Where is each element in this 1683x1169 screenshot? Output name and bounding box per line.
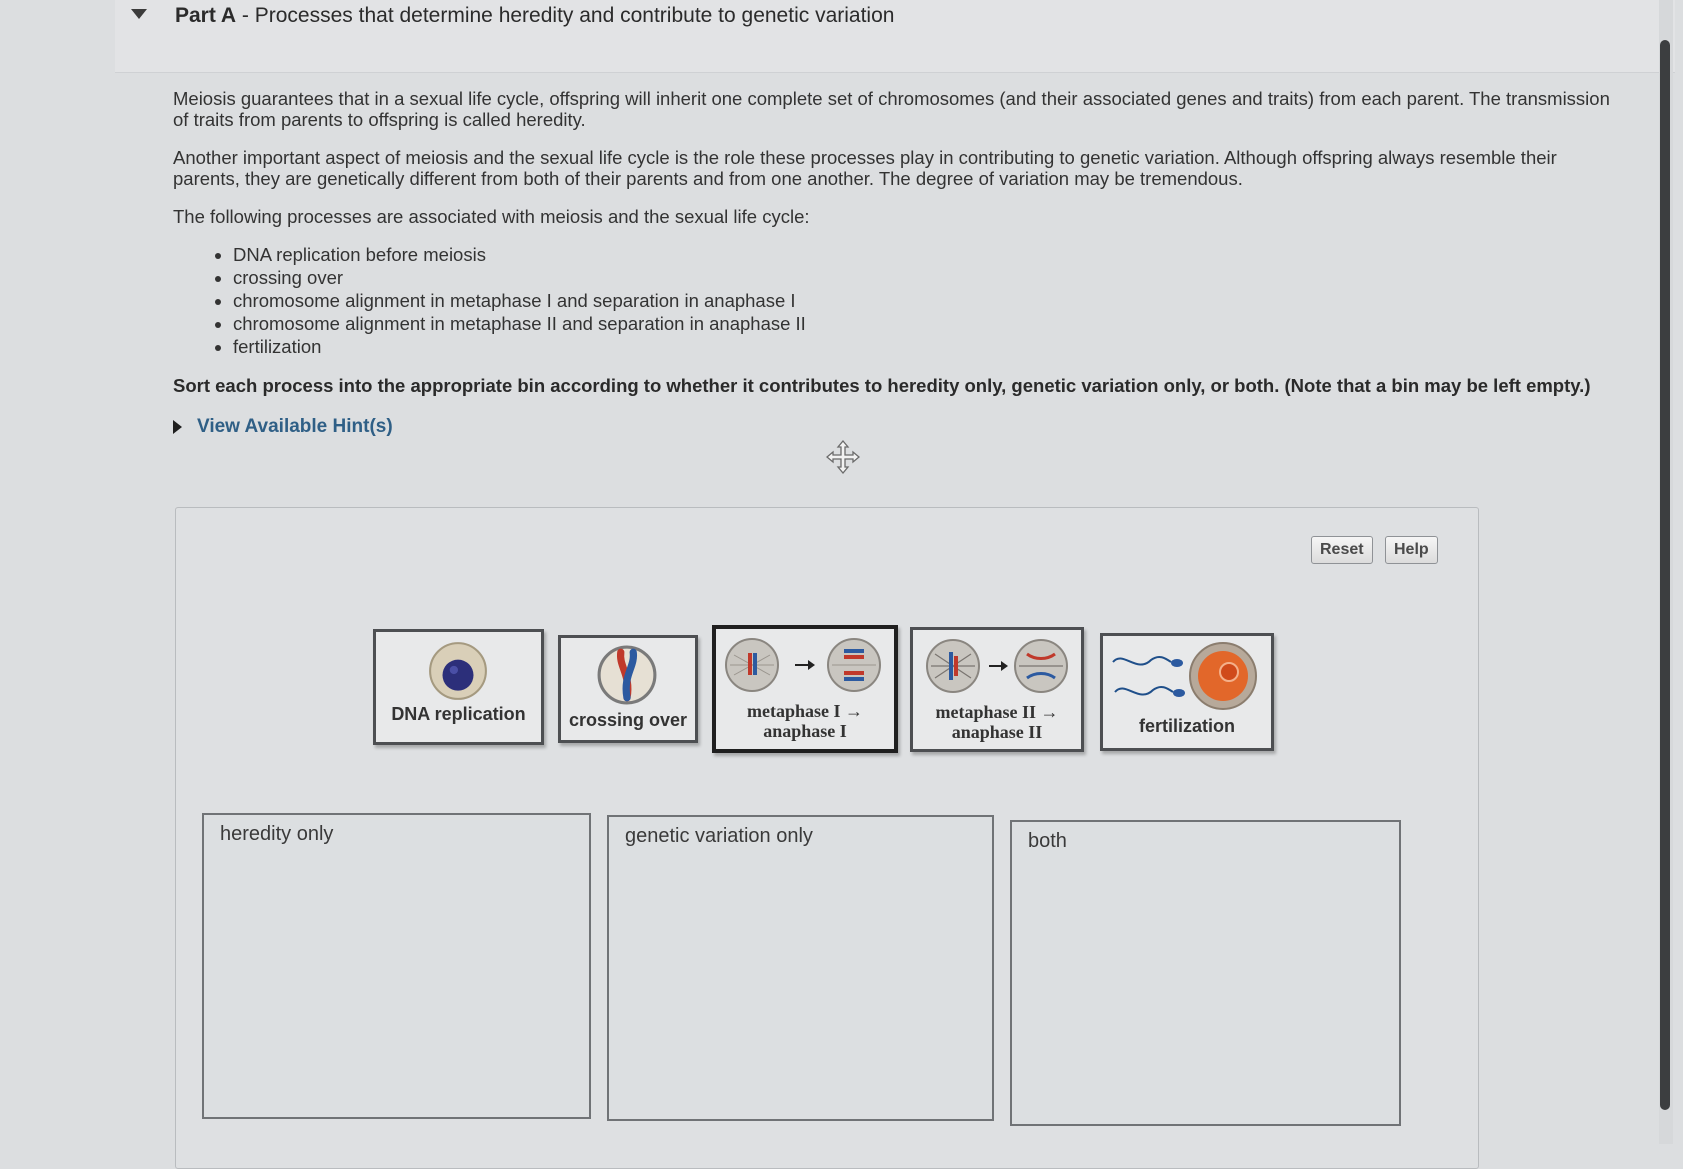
card-label: DNA replication xyxy=(391,704,526,724)
arrow-icon: → xyxy=(845,701,863,721)
card-fertilization[interactable] xyxy=(1100,633,1274,751)
question-content xyxy=(173,88,1613,437)
collapse-toggle-icon[interactable] xyxy=(131,9,147,19)
part-title xyxy=(175,4,894,28)
card-label: fertilization xyxy=(1138,716,1235,736)
title-separator: - xyxy=(236,4,255,27)
intro-paragraph-3: The following processes are associated with meiosis and the sexual life cycle: xyxy=(173,206,810,227)
card-crossing-over[interactable] xyxy=(558,635,698,743)
card-label-line1: metaphase I xyxy=(747,701,841,721)
part-label: Part A xyxy=(175,4,237,27)
bin-genetic-variation-only[interactable] xyxy=(607,815,994,1121)
card-label-line2: anaphase I xyxy=(763,721,847,741)
card-label-line2: anaphase II xyxy=(951,722,1043,742)
meiosis-ii-icon xyxy=(913,636,1081,696)
sorting-panel xyxy=(175,507,1479,1169)
list-item: • DNA replication before meiosis xyxy=(233,244,1613,265)
list-item: • chromosome alignment in metaphase I and separation in anaphase I xyxy=(233,290,1613,311)
reset-button[interactable]: Reset xyxy=(1311,536,1373,564)
move-cursor-icon xyxy=(826,440,860,474)
card-label xyxy=(716,701,894,741)
view-hints-label: View Available Hint(s) xyxy=(197,416,393,437)
bin-both[interactable] xyxy=(1010,820,1401,1126)
cell-nucleus-icon xyxy=(427,640,489,702)
card-label xyxy=(913,702,1081,742)
view-hints-link[interactable] xyxy=(173,416,1613,437)
intro-paragraph-2: Another important aspect of meiosis and the sexual life cycle is the role these processes play in contributing to genetic variation. Although offspring always resemble their parents, they are genetically different from both of their parents and from one another. The degree of variation may be tremendous. xyxy=(173,147,1557,189)
help-button[interactable]: Help xyxy=(1385,536,1438,564)
scrollbar-thumb[interactable] xyxy=(1660,40,1670,1110)
bin-label: both xyxy=(1028,830,1067,852)
meiosis-i-icon xyxy=(720,635,890,695)
list-item: • crossing over xyxy=(233,267,1613,288)
crossing-over-chromosomes-icon xyxy=(596,644,658,706)
list-item: • chromosome alignment in metaphase II and separation in anaphase II xyxy=(233,313,1613,334)
card-metaphase-ii-anaphase-ii[interactable] xyxy=(910,627,1084,752)
list-item: • fertilization xyxy=(233,336,1613,357)
intro-paragraph-1: Meiosis guarantees that in a sexual life cycle, offspring will inherit one complete set of chromosomes (and their associated genes and traits) from each parent. The transmission of traits from parents to offspring is called heredity. xyxy=(173,88,1610,130)
part-title-text: Processes that determine heredity and contribute to genetic variation xyxy=(254,4,895,27)
arrow-icon: → xyxy=(1040,702,1059,722)
bin-heredity-only[interactable] xyxy=(202,813,591,1119)
card-dna-replication[interactable] xyxy=(373,629,544,745)
process-list xyxy=(173,244,1613,357)
card-label: crossing over xyxy=(568,710,688,730)
sort-instruction: Sort each process into the appropriate bin according to whether it contributes to heredity only, genetic variation only, or both. (Note that a bin may be left empty.) xyxy=(173,375,1591,396)
bin-label: genetic variation only xyxy=(625,825,813,847)
card-label-line1: metaphase II xyxy=(935,702,1036,722)
card-metaphase-i-anaphase-i[interactable] xyxy=(712,625,898,753)
expand-arrow-icon xyxy=(173,420,182,434)
sperm-egg-icon xyxy=(1103,640,1271,712)
bin-label: heredity only xyxy=(220,823,334,845)
